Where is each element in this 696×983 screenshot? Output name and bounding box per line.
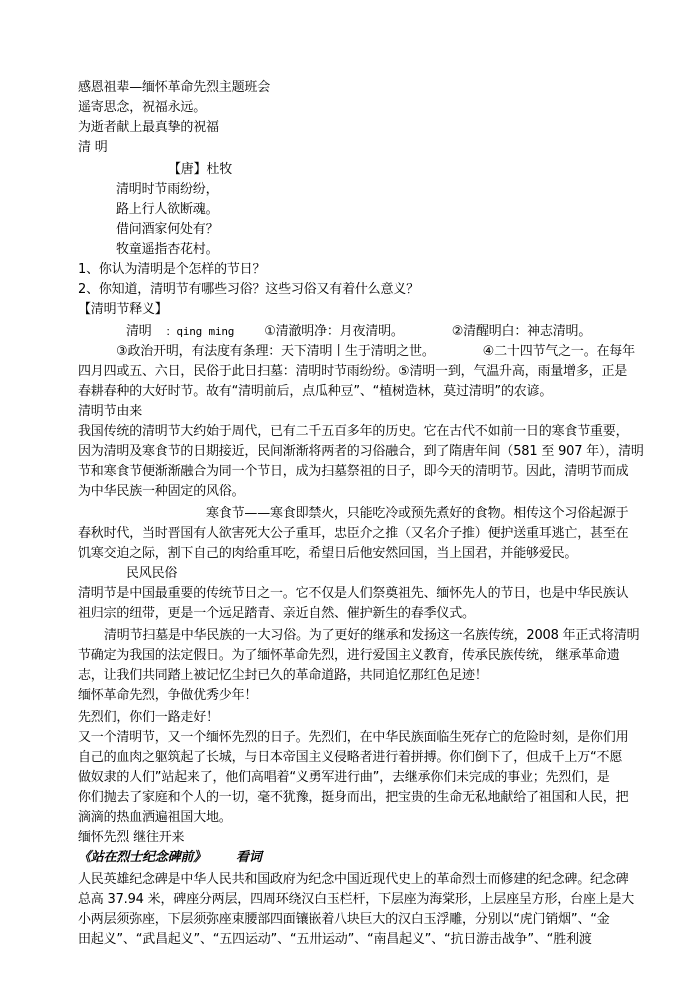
poem-line: 路上行人欲断魂。 — [116, 202, 219, 217]
definition-item: ②清醒明白：神志清明。 — [451, 324, 592, 339]
definition-term: 清明 — [126, 324, 152, 339]
paragraph-line: 节和寒食节便渐渐融合为同一个节日，成为扫墓祭祖的日子，即今天的清明节。因此，清明节而成 — [78, 464, 629, 479]
paragraph-line: 寒食节——寒食即禁火，只能吃冷或预先煮好的食物。相传这个习俗起源于 — [206, 506, 629, 521]
poem-line: 借问酒家何处有？ — [116, 222, 219, 237]
paragraph-line: 春秋时代，当时晋国有人欲害死大公子重耳，忠臣介之推（又名介子推）便护送重耳逃亡，甚至在 — [78, 526, 629, 541]
paragraph-line: 你们抛去了家庭和个人的一切，毫不犹豫，挺身而出，把宝贵的生命无私地献给了祖国和人民，把 — [78, 790, 629, 805]
poem-author: 【唐】杜牧 — [168, 162, 233, 177]
poem-line: 牧童遥指杏花村。 — [116, 242, 219, 257]
paragraph-line: 饥寒交迫之际，割下自己的肉给重耳吃，希望日后他安然回国，当上国君，并能够爱民。 — [78, 546, 578, 561]
definition-line: 四月四或五、六日，民俗于此日扫墓：清明时节雨纷纷。⑤清明一到，气温升高，雨量增多，正是 — [78, 364, 628, 379]
section-heading: 清明节由来 — [78, 404, 143, 419]
poem2-title: 《站在烈士纪念碑前》 — [78, 850, 207, 865]
slogan-line: 先烈们，你们一路走好！ — [78, 710, 219, 725]
definition-item: ③政治开明，有法度有条理：天下清明丨生于清明之世。 — [116, 344, 435, 359]
paragraph-line: 节确定为我国的法定假日。为了缅怀革命先烈，进行爱国主义教育，传承民族传统， 继承革命遗 — [78, 648, 620, 663]
document-title: 感恩祖辈—缅怀革命先烈主题班会 — [78, 80, 271, 95]
poem-line: 清明时节雨纷纷， — [116, 182, 219, 197]
paragraph-line: 祖归宗的纽带，更是一个远足踏青、亲近自然、催护新生的春季仪式。 — [78, 606, 475, 621]
paragraph-line: 人民英雄纪念碑是中华人民共和国政府为纪念中国近现代史上的革命烈士而修建的纪念碑。纪念碑 — [78, 872, 629, 887]
paragraph-line: 清明节扫墓是中华民族的一大习俗。为了更好的继承和发扬这一名族传统，2008 年正式将清明 — [104, 628, 640, 643]
poem2-note: 看词 — [236, 850, 262, 865]
question-item: 2、你知道，清明节有哪些习俗？这些习俗又有着什么意义？ — [78, 282, 419, 297]
paragraph-line: 做奴隶的人们”站起来了，他们高唱着“义勇军进行曲”，去继承你们未完成的事业；先烈们，是 — [78, 770, 610, 785]
paragraph-line: 滴滴的热血洒遍祖国大地。 — [78, 810, 232, 825]
paragraph-line: 因为清明及寒食节的日期接近，民间渐渐将两者的习俗融合，到了隋唐年间（581 至 907 年），清明 — [78, 444, 644, 459]
definition-item: ④二十四节气之一。在每年 — [482, 344, 635, 359]
section-heading: 民风民俗 — [126, 566, 178, 581]
paragraph-line: 志，让我们共同踏上被记忆尘封已久的革命道路，共同追忆那红色足迹！ — [78, 668, 488, 683]
text-line: 为逝者献上最真挚的祝福 — [78, 120, 219, 135]
paragraph-line: 我国传统的清明节大约始于周代，已有二千五百多年的历史。它在古代不如前一日的寒食节重要， — [78, 424, 629, 439]
paragraph-line: 田起义”、“武昌起义”、“五四运动”、“五卅运动”、“南昌起义”、“抗日游击战争”、“胜利渡 — [78, 932, 592, 947]
poem2-heading — [78, 848, 262, 868]
paragraph-line: 小两层须弥座，下层须弥座束腰部四面镶嵌着八块巨大的汉白玉浮雕，分别以“虎门销烟”、“金 — [78, 912, 610, 927]
definition-pinyin: ：qing ming — [165, 325, 235, 338]
paragraph-line: 为中华民族一种固定的风俗。 — [78, 484, 245, 499]
paragraph-line: 自己的血肉之躯筑起了长城，与日本帝国主义侵略者进行着拼搏。你们倒下了，但成千上万“不愿 — [78, 750, 623, 765]
definition-line — [116, 342, 635, 362]
definition-item: ①清澈明净：月夜清明。 — [264, 324, 404, 339]
text-line: 遥寄思念，祝福永远。 — [78, 100, 207, 115]
paragraph-line: 总高 37.94 米，碑座分两层，四周环绕汉白玉栏杆，下层座为海棠形，上层座呈方形，台座上是大 — [78, 892, 635, 907]
paragraph-line: 又一个清明节，又一个缅怀先烈的日子。先烈们，在中华民族面临生死存亡的危险时刻，是你们用 — [78, 730, 629, 745]
section-heading: 缅怀先烈 继往开来 — [78, 830, 185, 845]
definition-line: 春耕春种的大好时节。故有“清明前后，点瓜种豆”、“植树造林，莫过清明”的农谚。 — [78, 384, 553, 399]
slogan-line: 缅怀革命先烈，争做优秀少年！ — [78, 688, 258, 703]
question-item: 1、你认为清明是个怎样的节日？ — [78, 262, 266, 277]
definition-heading: 【清明节释义】 — [78, 302, 168, 317]
definition-line — [126, 322, 591, 342]
poem-title: 清 明 — [78, 140, 108, 155]
paragraph-line: 清明节是中国最重要的传统节日之一。它不仅是人们祭奠祖先、缅怀先人的节日，也是中华民族认 — [78, 586, 629, 601]
